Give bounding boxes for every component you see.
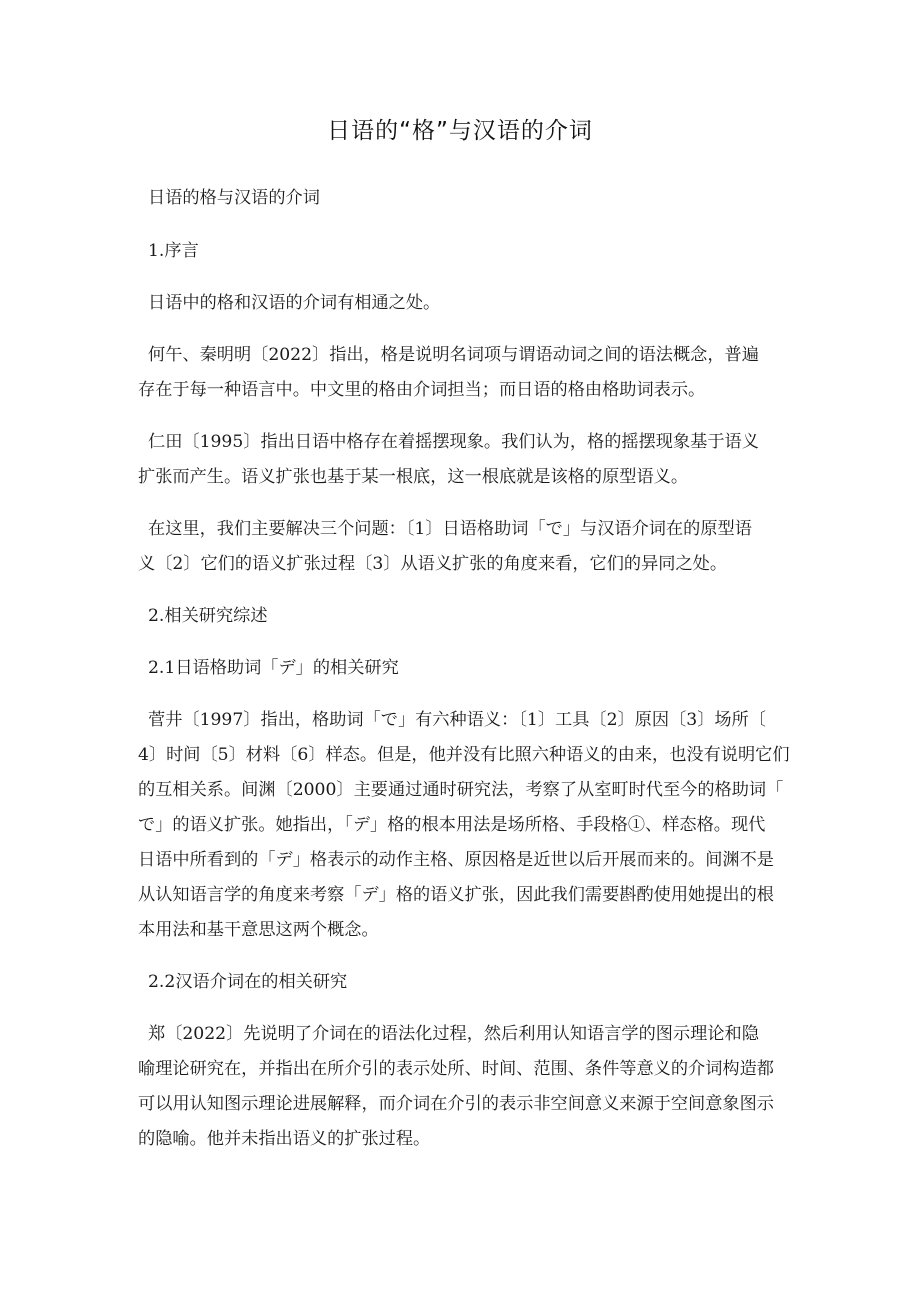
- paragraph-line: 的互相关系。间渊〔2000〕主要通过通时研究法，考察了从室町时代至今的格助词「: [138, 780, 784, 800]
- subsection-heading-de-research: 2.1日语格助词「デ」的相关研究: [148, 658, 399, 678]
- paragraph-line: 日语中所看到的「デ」格表示的动作主格、原因格是近世以后开展而来的。间渊不是: [138, 850, 774, 870]
- paragraph-line: 郑〔2022〕先说明了介词在的语法化过程，然后利用认知语言学的图示理论和隐: [148, 1024, 759, 1044]
- paragraph-line: 扩张而产生。语义扩张也基于某一根底，这一根底就是该格的原型语义。: [138, 467, 689, 487]
- paragraph-line: 菅井〔1997〕指出，格助词「で」有六种语义：〔1〕工具〔2〕原因〔3〕场所〔: [148, 710, 766, 730]
- paragraph-line: 仁田〔1995〕指出日语中格存在着摇摆现象。我们认为，格的摇摆现象基于语义: [148, 432, 759, 452]
- section-heading-introduction: 1.序言: [148, 241, 199, 261]
- paragraph-line: 在这里，我们主要解决三个问题：〔1〕日语格助词「で」与汉语介词在的原型语: [148, 519, 752, 539]
- paragraph-line: 可以用认知图示理论进展解释，而介词在介引的表示非空间意义来源于空间意象图示: [138, 1094, 774, 1114]
- paragraph-line: 存在于每一种语言中。中文里的格由介词担当；而日语的格由格助词表示。: [138, 380, 706, 400]
- document-subtitle: 日语的格与汉语的介词: [148, 188, 320, 208]
- paragraph-line: 4〕时间〔5〕材料〔6〕样态。但是，他并没有比照六种语义的由来，也没有说明它们: [138, 745, 790, 765]
- paragraph-line: 何午、秦明明〔2022〕指出，格是说明名词项与谓语动词之间的语法概念，普遍: [148, 345, 759, 365]
- intro-sentence: 日语中的格和汉语的介词有相通之处。: [148, 293, 441, 313]
- paragraph-line: 从认知语言学的角度来考察「デ」格的语义扩张，因此我们需要斟酌使用她提出的根: [138, 885, 774, 905]
- section-heading-related-research: 2.相关研究综述: [148, 606, 268, 626]
- paragraph-line: 喻理论研究在，并指出在所介引的表示处所、时间、范围、条件等意义的介词构造都: [138, 1059, 774, 1079]
- paragraph-line: 的隐喻。他并未指出语义的扩张过程。: [138, 1129, 431, 1149]
- paragraph-line: 本用法和基干意思这两个概念。: [138, 920, 379, 940]
- paragraph-line: で」的语义扩张。她指出，「デ」格的根本用法是场所格、手段格①、样态格。现代: [138, 815, 766, 835]
- subsection-heading-zai-research: 2.2汉语介词在的相关研究: [148, 972, 348, 992]
- document-title: 日语的“格”与汉语的介词: [327, 118, 593, 144]
- paragraph-line: 义〔2〕它们的语义扩张过程〔3〕从语义扩张的角度来看，它们的异同之处。: [138, 554, 728, 574]
